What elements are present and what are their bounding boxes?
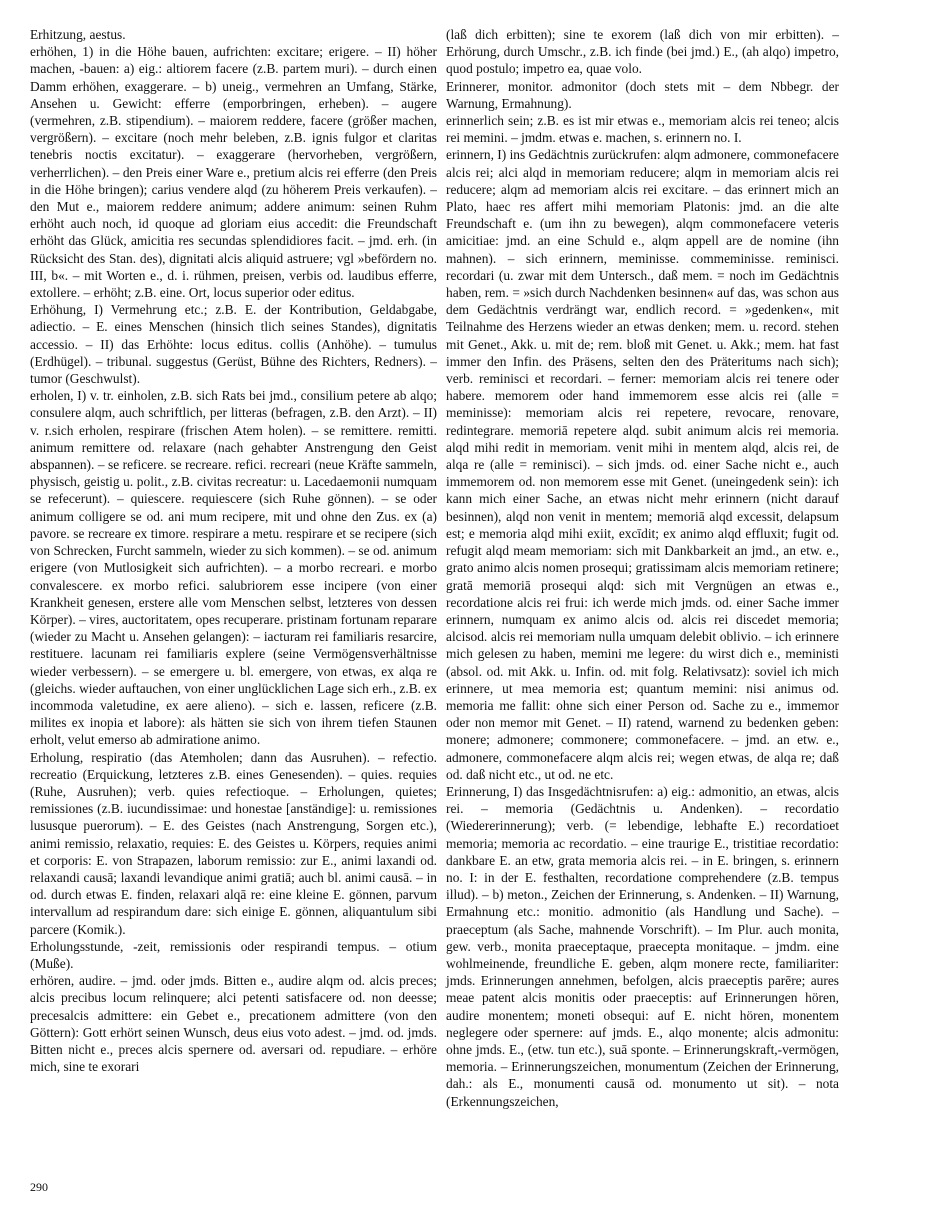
entry-erinnern: erinnern, I) ins Gedächtnis zurückrufen: alqm admonere, commonefacere alcis rei; alci alqd in memoriam reducere; alqm in memoriam alcis rei reducere; alqm ad memoriam alcis rei excitare. – das erinnert mich an Plato, haec res affert mihi memoriam Platonis: jmd. an die alte Freundschaft e. (um ihn zu bewegen), alqm commonefacere veteris amicitiae: jmd. an eine Schuld e., alqm appell are de nomine (ihn mahnen). – sich erinnern, meminisse. commeminisse. reminisci. recordari (u. zwar mit dem Untersch., daß mem. = noch im Gedächtnis haben, rem. = »sich durch Nachdenken besinnen« auf das, was schon aus dem Gedächtnis verdrängt war, endlich record. = »gedenken«, mit Teilnahme des Herzens wieder an etwas denken; mem. u. record. stehen mit Genet., Akk. u. mit de; rem. bloß mit Genet. u. Akk.; mem. hat fast immer den Infin. des Präsens, selten den des Präteritums nach sich); verb. reminisci et recordari. – ferner: memoriam alcis rei tenere oder habere. memorem oder hand immemorem esse alcis rei (alle = meminisse): memoriam alcis rei repetere, revocare, renovare, redintegrare. memoriā repetere alqd. subit animum alcis rei memoria. alqd mihi redit in memoriam. venit mihi in mentem alqd, alcis rei, de alqa re (alle = reminisci). – sich jmds. od. einer Sache nicht e., auch immemorem od. non memorem esse mit Genet. (uneingedenk sein): ich kann mich einer Sache, an etwas nicht mehr erinnern (nicht darauf besinnen), alqd non venit in mentem; memoriā alqd excessit, delapsum est; e memoria alqd mihi exiit, excīdit; ex animo alqd effluxit; fugit od. refugit alqd meam memoriam: sich mit Dankbarkeit an jmd., an etw. e., grato animo alcis nomen prosequi; gratissimam alcis memoriam retinere; gratā memoriā prosequi alqd: sich mit Vergnügen an etwas e., recordatione alcis rei frui: ich werde mich jmds. od. einer Sache immer erinnern, numquam ex animo alcis od. alcis rei discedet memoria; alcisod. alcis rei memoriam nulla umquam delebit oblivio. – ich erinnere mich gelesen zu haben, memini me legere: du wirst dich e., meministi (absol. od. mit Akk. u. Infin. od. mit folg. Relativsatz): soviel ich mich erinnere, ut mea memoria est; quantum memini: nisi animus od. memoria me fallit: ohne sich einer Person od. Sache zu e., immemor oder non memor mit Genet. – II) ratend, warnend zu bedenken geben: monere; admonere; commonere; commonefacere. – jmd. an etw. e., admonere, commonefacere alqm alcis rei; wegen etwas, de alqa re; daß od. daß nicht etc., ut od. ne etc. [446,147,839,782]
entry-erinnerer: Erinnerer, monitor. admonitor (doch stets mit – dem Nbbegr. der Warnung, Ermahnung). [446,78,839,111]
entry-erinnerlich: erinnerlich sein; z.B. es ist mir etwas e., memoriam alcis rei teneo; alcis rei memini. – jmdm. etwas e. machen, s. erinnern no. I. [446,113,839,146]
right-column [446,26,839,1110]
page-number: 290 [30,1180,48,1194]
entry-erhoeren-continued: (laß dich erbitten); sine te exorem (laß dich von mir erbitten). – Erhörung, durch Umschr., z.B. ich finde (bei jmd.) E., (ah alqo) impetro, quod postulo; impetro ea, quae volo. [446,27,839,77]
entry-erholung: Erholung, respiratio (das Atemholen; dann das Ausruhen). – refectio. recreatio (Erquickung, letzteres z.B. eines Genesenden). – quies. requies (Ruhe, Ausruhen); verb. quies refectioque. – Erholungen, quietes; remissiones (z.B. iucundissimae: und honestae [anständige]: u. remissiones lususque puerorum). – E. des Geistes (nach Anstrengung, Sorgen etc.), animi remissio, relaxatio, requies: E. des Geistes u. Körpers, requies animi et corporis: E. von Strapazen, laborum remissio: zur E., animi laxandi od. relaxandi causā; laxandi levandique animi gratiā; auch bl. animi causā. – in od. durch etwas E. finden, relaxari alqā re: eine kleine E. gönnen, parvum intervallum ad respirandum dare: sich einige E. gönnen, aliquantulum sibi parcere (Komik.). [30,749,437,937]
entry-erholungsstunde: Erholungsstunde, -zeit, remissionis oder respirandi tempus. – otium (Muße). [30,938,437,971]
entry-erhoeren: erhören, audire. – jmd. oder jmds. Bitten e., audire alqm od. alcis preces; alcis precibus locum relinquere; alci petenti satisfacere od. non deesse; precesalcis admittere: ein Gebet e., precationem admittere (von den Göttern): Gott erhört seinen Wunsch, deus eius voto adest. – jmd. od. jmds. Bitten nicht e., preces alcis spernere od. aversari od. repudiare. – erhöre mich, sine te exorari [30,973,437,1075]
entry-erhoehung: Erhöhung, I) Vermehrung etc.; z.B. E. der Kontribution, Geldabgabe, adiectio. – E. eines Menschen (hinsich tlich seines Standes), dignitatis accessio. – II) das Erhöhte: locus editus. collis (Anhöhe). – tumulus (Erdhügel). – tribunal. suggestus (Gerüst, Bühne des Richters, Redners). – tumor (Geschwulst). [30,302,437,387]
left-column [30,26,437,1075]
entry-erhoehen: erhöhen, 1) in die Höhe bauen, aufrichten: excitare; erigere. – II) höher machen, -bauen: a) eig.: altiorem facere (z.B. partem muri). – durch einen Damm erhöhen, exaggerare. – b) uneig., vermehren an Umfang, Stärke, Ansehen u. Gewicht: efferre (emporbringen, erheben). – augere (vermehren, z.B. stipendium). – maiorem reddere, facere (größer machen, vergrößern). – excitare (noch mehr beleben, z.B. ignis fulgor et claritas tenebris noctis excitatur). – exaggerare (hervorheben, vergrößern, verherrlichen). – den Preis einer Ware e., pretium alcis rei efferre (den Preis in die Höhe bringen); carius vendere alqd (zu höherem Preis verkaufen). – den Mut e., maiorem reddere animum; addere animum: seinen Ruhm erhöht auch noch, id quoque ad gloriam eius accedit: die Freundschaft erhöht das Glück, amicitia res secundas splendidiores facit. – jmd. erh. (in Rücksicht des Stan. des), dignitati alcis aliquid astruere; vgl »befördern no. III, b«. – mit Worten e., d. i. rühmen, preisen, verbis od. laudibus efferre, extollere. – erhöht; z.B. eine. Ort, locus superior oder editus. [30,44,437,301]
entry-erhitzung: Erhitzung, aestus. [30,27,126,42]
entry-erinnerung: Erinnerung, I) das Insgedächtnisrufen: a) eig.: admonitio, an etwas, alcis rei. – memoria (Gedächtnis u. Andenken). – recordatio (Wiedererinnerung); verb. (= lebendige, lebhafte E.) recordatioet memoria; memoria ac recordatio. – eine traurige E., tristitiae recordatio: dankbare E. an etw, grata memoria alcis rei. – in E. bringen, s. erinnern no. I: in der E. festhalten, recordatione comprehendere (z.B. tempus illud). – b) meton., Zeichen der Erinnerung, s. Andenken. – II) Warnung, Ermahnung etc.: monitio. admonitio (als Handlung und Sache). – praeceptum (als Sache, mahnende Vorschrift). – Im Plur. auch monita, gew. verb., monita praeceptaque, praecepta monitaque. – jmdm. eine wohlmeinende, freundliche E. geben, alqm monere recte, familiariter: jmds. Erinnerungen annehmen, befolgen, alcis praeceptis parēre; aures meae patent alcis monitis oder praeceptis: auf Erinnerungen hören, audire monentem; moneti obsequi: auf E. nicht hören, monentem neglegere oder spernere: auf jmds. E., alqo monente; alcis admonitu: ohne jmds. E., (etw. tun etc.), suā sponte. – Erinnerungskraft,-vermögen, memoria. – Erinnerungszeichen, monumentum (Zeichen der Erinnerung, dah.: als E., monumenti causā od. monumento ut sit). – nota (Erkennungszeichen, [446,783,839,1109]
entry-erholen: erholen, I) v. tr. einholen, z.B. sich Rats bei jmd., consilium petere ab alqo; consulere alqm, auch schriftlich, per litteras (befragen, z.B. den Arzt). – II) v. r.sich erholen, respirare (frischen Atem holen). – se remittere. remitti. animum remittere od. relaxare (nach gehabter Anstrengung den Geist abspannen). – se reficere. se recreare. refici. recreari (neue Kräfte sammeln, physisch, geistig u. polit., z.B. civitas recreatur: u. Lacedaemonii numquam se refecerunt). – quiescere. requiescere (sich Ruhe gönnen). – se oder animum colligere se od. ani mum recipere, mit und ohne den Zus. ex (a) pavore. se recreare ex timore. respirare a metu. respirare et se recipere (sich von Schrecken, Furcht sammeln, wieder zu sich kommen). – se od. animum erigere (von Mutlosigkeit sich aufrichten). – a morbo recreari. e morbo convalescere. ex morbo refici. salubriorem esse incipere (von einer Krankheit genesen, erstere alle vom Menschen selbst, letzteres von dessen Körper). – vires, auctoritatem, opes recuperare. pristinam fortunam reparare (wieder zu Macht u. Ansehen gelangen): – iacturam rei familiaris resarcire, restituere. lacunam rei familiaris explere (seine Vermögensverhältnisse wieder verbessern). – se emergere u. bl. emergere, von etwas, ex alqa re (gleichs. wieder auftauchen, von einer unglücklichen Lage sich erh., z.B. ex incommoda valetudine, ex aere alieno). – sich e. lassen, reficere (z.B. milites ex inopia et labore): als hätten sie sich von ihrem tiefen Staunen erholt, velut emerso ab admiratione animo. [30,388,437,748]
